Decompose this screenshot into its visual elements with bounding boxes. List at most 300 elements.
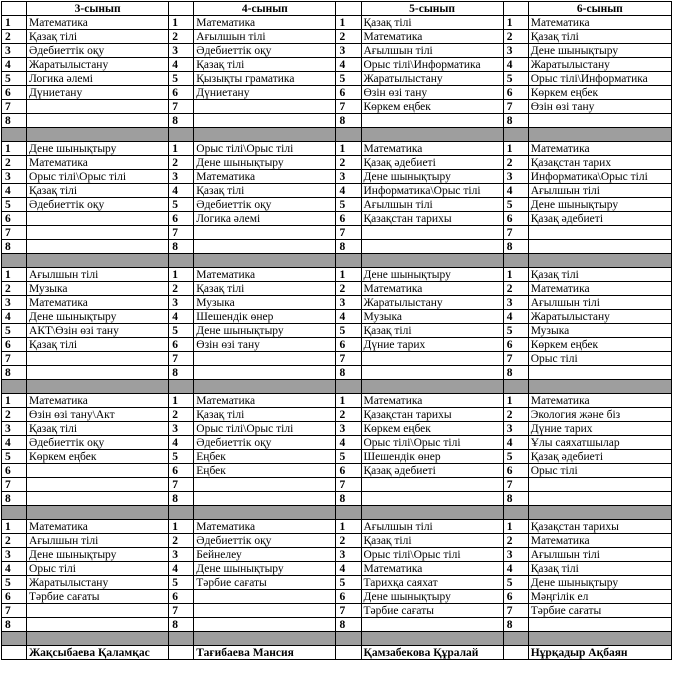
lesson-subject: Музыка	[361, 310, 503, 324]
lesson-number: 2	[503, 30, 528, 44]
separator-cell	[2, 128, 27, 142]
lesson-subject: Жаратылыстану	[361, 72, 503, 86]
separator-cell	[169, 632, 194, 646]
lesson-number: 3	[336, 170, 361, 184]
lesson-subject	[27, 226, 169, 240]
lesson-subject: Математика	[528, 282, 671, 296]
lesson-subject	[194, 114, 336, 128]
lesson-subject: Қазақ тілі	[528, 268, 671, 282]
lesson-subject: Қазақ әдебиеті	[528, 450, 671, 464]
lesson-subject	[528, 618, 671, 632]
lesson-subject: Ағылшын тілі	[528, 184, 671, 198]
grade-header-row	[2, 2, 672, 16]
separator-cell	[528, 380, 671, 394]
lesson-number: 7	[169, 226, 194, 240]
lesson-number: 1	[2, 16, 27, 30]
lesson-subject: Өзін өзі тану\Акт	[27, 408, 169, 422]
header-num-cell	[336, 2, 361, 16]
grade-header: 5-сынып	[361, 2, 503, 16]
lesson-row	[2, 464, 672, 478]
lesson-number: 3	[336, 548, 361, 562]
lesson-row	[2, 562, 672, 576]
lesson-number: 4	[2, 562, 27, 576]
lesson-subject: Шешендік өнер	[361, 450, 503, 464]
lesson-subject	[27, 114, 169, 128]
lesson-number: 3	[2, 548, 27, 562]
separator-cell	[2, 380, 27, 394]
lesson-number: 6	[2, 86, 27, 100]
lesson-number: 8	[503, 240, 528, 254]
lesson-number: 7	[503, 352, 528, 366]
lesson-number: 2	[2, 534, 27, 548]
lesson-subject: Математика	[194, 394, 336, 408]
teacher-name: Жақсыбаева Қаламқас	[27, 646, 169, 660]
lesson-subject	[528, 366, 671, 380]
lesson-subject: Жаратылыстану	[27, 58, 169, 72]
lesson-number: 4	[503, 436, 528, 450]
lesson-subject: Қазақ әдебиеті	[361, 464, 503, 478]
lesson-subject: Дене шынықтыру	[361, 590, 503, 604]
lesson-subject: Тәрбие сағаты	[27, 590, 169, 604]
lesson-subject: Информатика\Орыс тілі	[361, 184, 503, 198]
lesson-subject: АКТ\Өзін өзі тану	[27, 324, 169, 338]
lesson-number: 2	[2, 156, 27, 170]
lesson-number: 3	[336, 44, 361, 58]
lesson-subject: Ұлы саяхатшылар	[528, 436, 671, 450]
day-separator	[2, 128, 672, 142]
lesson-subject: Әдебиеттік оқу	[27, 44, 169, 58]
lesson-number: 5	[2, 72, 27, 86]
lesson-number: 5	[169, 450, 194, 464]
lesson-number: 7	[169, 352, 194, 366]
lesson-row	[2, 618, 672, 632]
separator-cell	[169, 380, 194, 394]
separator-cell	[169, 506, 194, 520]
lesson-subject	[27, 352, 169, 366]
lesson-number: 6	[169, 590, 194, 604]
lesson-subject: Көркем еңбек	[528, 338, 671, 352]
header-num-cell	[2, 2, 27, 16]
lesson-row	[2, 198, 672, 212]
lesson-number: 1	[503, 394, 528, 408]
lesson-number: 8	[503, 618, 528, 632]
lesson-subject: Экология және біз	[528, 408, 671, 422]
header-num-cell	[503, 2, 528, 16]
lesson-subject: Дүние тарих	[528, 422, 671, 436]
lesson-number: 8	[503, 366, 528, 380]
lesson-subject: Орыс тілі\Орыс тілі	[194, 142, 336, 156]
lesson-row	[2, 30, 672, 44]
lesson-subject: Математика	[27, 394, 169, 408]
lesson-number: 8	[2, 492, 27, 506]
lesson-number: 6	[503, 338, 528, 352]
lesson-subject: Логика әлемі	[27, 72, 169, 86]
lesson-subject: Қазақстан тарих	[528, 156, 671, 170]
lesson-number: 2	[336, 534, 361, 548]
lesson-number: 4	[169, 58, 194, 72]
lesson-subject: Қазақ тілі	[361, 534, 503, 548]
lesson-subject: Тәрбие сағаты	[194, 576, 336, 590]
lesson-row	[2, 114, 672, 128]
lesson-subject: Қазақ әдебиеті	[528, 212, 671, 226]
lesson-number: 5	[336, 576, 361, 590]
lesson-subject: Математика	[27, 156, 169, 170]
lesson-number: 8	[169, 492, 194, 506]
lesson-number: 5	[336, 198, 361, 212]
lesson-row	[2, 338, 672, 352]
lesson-number: 3	[169, 296, 194, 310]
separator-cell	[361, 506, 503, 520]
lesson-subject	[528, 492, 671, 506]
lesson-subject: Дене шынықтыру	[361, 268, 503, 282]
separator-cell	[361, 632, 503, 646]
lesson-number: 1	[336, 268, 361, 282]
lesson-number: 6	[2, 464, 27, 478]
lesson-subject	[361, 492, 503, 506]
lesson-number: 3	[169, 548, 194, 562]
lesson-row	[2, 590, 672, 604]
lesson-number: 6	[503, 86, 528, 100]
lesson-number: 8	[2, 114, 27, 128]
lesson-subject: Ағылшын тілі	[528, 548, 671, 562]
lesson-subject: Дене шынықтыру	[194, 324, 336, 338]
separator-cell	[528, 254, 671, 268]
lesson-number: 1	[169, 142, 194, 156]
lesson-subject: Дене шынықтыру	[528, 44, 671, 58]
lesson-number: 3	[2, 422, 27, 436]
lesson-number: 4	[169, 436, 194, 450]
lesson-subject: Дене шынықтыру	[361, 170, 503, 184]
lesson-number: 6	[169, 212, 194, 226]
separator-cell	[336, 380, 361, 394]
lesson-number: 1	[503, 268, 528, 282]
lesson-subject: Музыка	[27, 282, 169, 296]
lesson-subject: Көркем еңбек	[528, 86, 671, 100]
lesson-number: 8	[336, 114, 361, 128]
lesson-subject: Орыс тілі	[528, 352, 671, 366]
timetable	[1, 1, 672, 660]
separator-cell	[2, 254, 27, 268]
lesson-number: 6	[503, 212, 528, 226]
lesson-subject: Өзін өзі тану	[361, 86, 503, 100]
lesson-subject: Жаратылыстану	[528, 58, 671, 72]
lesson-number: 3	[2, 44, 27, 58]
lesson-number: 8	[336, 366, 361, 380]
lesson-subject: Математика	[361, 282, 503, 296]
lesson-subject: Орыс тілі\Орыс тілі	[194, 422, 336, 436]
lesson-number: 7	[2, 352, 27, 366]
separator-cell	[2, 632, 27, 646]
lesson-number: 6	[336, 338, 361, 352]
teacher-name: Нұрқадыр Ақбаян	[528, 646, 671, 660]
lesson-subject	[528, 478, 671, 492]
lesson-subject: Қазақ тілі	[27, 422, 169, 436]
grade-header: 3-сынып	[27, 2, 169, 16]
lesson-subject: Мәңгілік ел	[528, 590, 671, 604]
lesson-subject: Қазақ тілі	[194, 408, 336, 422]
lesson-row	[2, 240, 672, 254]
lesson-number: 1	[336, 394, 361, 408]
grade-header: 4-сынып	[194, 2, 336, 16]
lesson-subject: Әдебиеттік оқу	[194, 534, 336, 548]
lesson-subject	[194, 366, 336, 380]
lesson-row	[2, 226, 672, 240]
lesson-number: 8	[336, 618, 361, 632]
lesson-number: 1	[336, 520, 361, 534]
lesson-subject: Ағылшын тілі	[361, 44, 503, 58]
lesson-subject: Жаратылыстану	[27, 576, 169, 590]
teacher-num-cell	[336, 646, 361, 660]
lesson-number: 2	[169, 408, 194, 422]
lesson-number: 2	[169, 534, 194, 548]
lesson-subject: Математика	[361, 30, 503, 44]
lesson-row	[2, 520, 672, 534]
teacher-name: Қамзабекова Құралай	[361, 646, 503, 660]
lesson-subject	[194, 590, 336, 604]
lesson-number: 3	[169, 170, 194, 184]
separator-cell	[503, 380, 528, 394]
lesson-subject	[27, 604, 169, 618]
lesson-number: 2	[503, 408, 528, 422]
separator-cell	[336, 632, 361, 646]
lesson-row	[2, 436, 672, 450]
lesson-subject: Орыс тілі\Орыс тілі	[361, 548, 503, 562]
lesson-subject: Қызықты граматика	[194, 72, 336, 86]
lesson-subject: Ағылшын тілі	[528, 296, 671, 310]
lesson-number: 2	[2, 30, 27, 44]
lesson-number: 1	[503, 520, 528, 534]
separator-cell	[27, 128, 169, 142]
lesson-number: 3	[2, 170, 27, 184]
lesson-subject: Орыс тілі\Информатика	[361, 58, 503, 72]
separator-cell	[27, 380, 169, 394]
lesson-number: 5	[503, 576, 528, 590]
lesson-number: 3	[169, 422, 194, 436]
lesson-subject: Қазақстан тарихы	[361, 212, 503, 226]
lesson-number: 5	[503, 324, 528, 338]
lesson-subject: Еңбек	[194, 464, 336, 478]
lesson-row	[2, 394, 672, 408]
lesson-subject: Жаратылыстану	[361, 296, 503, 310]
lesson-subject: Қазақстан тарихы	[361, 408, 503, 422]
lesson-subject: Тарихқа саяхат	[361, 576, 503, 590]
lesson-subject: Математика	[528, 16, 671, 30]
separator-cell	[361, 380, 503, 394]
lesson-subject: Математика	[528, 142, 671, 156]
separator-cell	[27, 632, 169, 646]
lesson-number: 6	[503, 464, 528, 478]
lesson-number: 2	[169, 156, 194, 170]
lesson-subject: Жаратылыстану	[528, 310, 671, 324]
lesson-number: 1	[336, 16, 361, 30]
lesson-number: 7	[336, 100, 361, 114]
lesson-subject	[528, 226, 671, 240]
lesson-number: 5	[336, 72, 361, 86]
lesson-subject: Әдебиеттік оқу	[194, 44, 336, 58]
lesson-subject: Әдебиеттік оқу	[27, 436, 169, 450]
lesson-number: 6	[336, 590, 361, 604]
lesson-subject	[194, 226, 336, 240]
lesson-number: 4	[2, 58, 27, 72]
lesson-number: 6	[169, 338, 194, 352]
lesson-subject: Дене шынықтыру	[27, 548, 169, 562]
lesson-subject: Орыс тілі\Орыс тілі	[361, 436, 503, 450]
separator-cell	[336, 254, 361, 268]
teacher-num-cell	[503, 646, 528, 660]
lesson-subject: Математика	[194, 170, 336, 184]
lesson-subject	[361, 618, 503, 632]
lesson-subject	[361, 114, 503, 128]
lesson-number: 4	[336, 58, 361, 72]
lesson-number: 4	[169, 184, 194, 198]
lesson-subject	[361, 226, 503, 240]
lesson-subject: Қазақ әдебиеті	[361, 156, 503, 170]
lesson-number: 4	[336, 436, 361, 450]
lesson-subject	[194, 604, 336, 618]
header-num-cell	[169, 2, 194, 16]
lesson-number: 7	[169, 604, 194, 618]
lesson-number: 3	[503, 296, 528, 310]
lesson-subject: Қазақстан тарихы	[528, 520, 671, 534]
lesson-number: 8	[169, 114, 194, 128]
lesson-number: 6	[169, 86, 194, 100]
lesson-row	[2, 324, 672, 338]
lesson-subject: Дүние тарих	[361, 338, 503, 352]
lesson-number: 2	[336, 30, 361, 44]
lesson-number: 7	[503, 478, 528, 492]
lesson-subject: Ағылшын тілі	[27, 534, 169, 548]
lesson-row	[2, 310, 672, 324]
lesson-subject: Тәрбие сағаты	[528, 604, 671, 618]
separator-cell	[336, 506, 361, 520]
lesson-subject: Қазақ тілі	[528, 30, 671, 44]
lesson-number: 7	[503, 604, 528, 618]
lesson-number: 6	[336, 464, 361, 478]
lesson-subject: Дүниетану	[194, 86, 336, 100]
lesson-number: 2	[503, 534, 528, 548]
lesson-subject	[361, 240, 503, 254]
lesson-subject: Орыс тілі\Орыс тілі	[27, 170, 169, 184]
lesson-number: 2	[336, 156, 361, 170]
lesson-subject	[27, 240, 169, 254]
lesson-number: 8	[169, 618, 194, 632]
lesson-number: 1	[169, 394, 194, 408]
lesson-number: 4	[503, 562, 528, 576]
lesson-number: 2	[503, 156, 528, 170]
lesson-number: 5	[503, 198, 528, 212]
lesson-row	[2, 450, 672, 464]
lesson-number: 2	[336, 408, 361, 422]
lesson-number: 8	[336, 240, 361, 254]
separator-cell	[194, 380, 336, 394]
lesson-subject: Ағылшын тілі	[194, 30, 336, 44]
lesson-number: 7	[2, 604, 27, 618]
lesson-subject: Ағылшын тілі	[361, 198, 503, 212]
teacher-row	[2, 646, 672, 660]
lesson-row	[2, 44, 672, 58]
lesson-row	[2, 492, 672, 506]
day-separator	[2, 506, 672, 520]
separator-cell	[528, 506, 671, 520]
lesson-subject: Дене шынықтыру	[194, 156, 336, 170]
lesson-subject: Қазақ тілі	[194, 282, 336, 296]
separator-cell	[528, 128, 671, 142]
lesson-subject	[194, 492, 336, 506]
lesson-subject: Қазақ тілі	[27, 184, 169, 198]
lesson-number: 6	[2, 338, 27, 352]
lesson-number: 8	[503, 114, 528, 128]
lesson-subject: Математика	[528, 394, 671, 408]
separator-cell	[528, 632, 671, 646]
lesson-subject	[194, 618, 336, 632]
lesson-subject	[27, 100, 169, 114]
lesson-number: 5	[169, 198, 194, 212]
lesson-number: 6	[2, 212, 27, 226]
lesson-number: 2	[2, 408, 27, 422]
lesson-number: 3	[503, 44, 528, 58]
lesson-subject: Қазақ тілі	[361, 16, 503, 30]
lesson-subject: Дене шынықтыру	[528, 198, 671, 212]
lesson-number: 1	[503, 16, 528, 30]
separator-cell	[503, 254, 528, 268]
lesson-number: 7	[336, 604, 361, 618]
lesson-row	[2, 296, 672, 310]
lesson-number: 4	[2, 436, 27, 450]
lesson-subject: Дүниетану	[27, 86, 169, 100]
lesson-subject: Қазақ тілі	[27, 30, 169, 44]
lesson-row	[2, 408, 672, 422]
lesson-row	[2, 366, 672, 380]
day-separator	[2, 632, 672, 646]
lesson-subject: Бейнелеу	[194, 548, 336, 562]
lesson-subject	[361, 366, 503, 380]
separator-cell	[194, 128, 336, 142]
lesson-number: 8	[169, 240, 194, 254]
grade-header: 6-сынып	[528, 2, 671, 16]
lesson-subject: Математика	[361, 142, 503, 156]
lesson-subject: Әдебиеттік оқу	[27, 198, 169, 212]
lesson-number: 1	[169, 16, 194, 30]
lesson-subject: Математика	[27, 16, 169, 30]
lesson-number: 4	[503, 184, 528, 198]
lesson-number: 6	[336, 86, 361, 100]
lesson-subject: Орыс тілі\Информатика	[528, 72, 671, 86]
lesson-number: 5	[503, 72, 528, 86]
lesson-number: 8	[2, 240, 27, 254]
lesson-number: 6	[336, 212, 361, 226]
lesson-number: 2	[336, 282, 361, 296]
lesson-number: 7	[336, 226, 361, 240]
lesson-number: 4	[2, 184, 27, 198]
lesson-subject	[528, 240, 671, 254]
lesson-number: 5	[169, 72, 194, 86]
lesson-subject: Дене шынықтыру	[27, 310, 169, 324]
lesson-row	[2, 534, 672, 548]
lesson-number: 5	[169, 324, 194, 338]
lesson-subject: Математика	[194, 16, 336, 30]
lesson-subject: Математика	[194, 268, 336, 282]
lesson-row	[2, 212, 672, 226]
lesson-number: 3	[336, 296, 361, 310]
lesson-number: 3	[503, 548, 528, 562]
lesson-number: 6	[2, 590, 27, 604]
lesson-number: 2	[169, 282, 194, 296]
lesson-subject: Қазақ тілі	[361, 324, 503, 338]
lesson-number: 4	[169, 310, 194, 324]
separator-cell	[169, 254, 194, 268]
lesson-subject: Өзін өзі тану	[528, 100, 671, 114]
lesson-subject: Музыка	[194, 296, 336, 310]
